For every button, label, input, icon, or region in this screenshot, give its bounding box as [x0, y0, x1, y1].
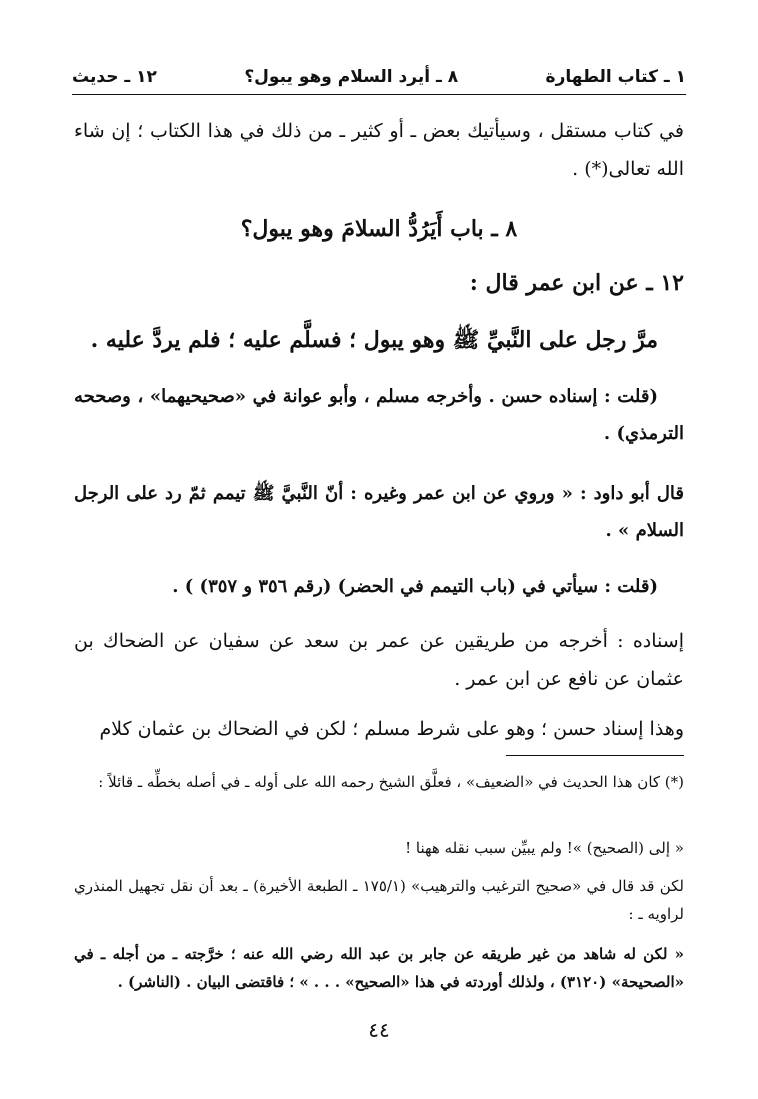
header-book-title: ١ ـ كتاب الطهارة	[545, 67, 686, 87]
footnote-paragraph-2: « إلى (الصحيح) »! ولم يبيِّن سبب نقله ههنا !	[405, 839, 684, 857]
footnote-paragraph-3: لكن قد قال في «صحيح الترغيب والترهيب» (١٧٥/١ ـ الطبعة الأخيرة) ـ بعد أن نقل تجهيل المنذري لراويه ـ :	[74, 877, 684, 923]
intro-paragraph: في كتاب مستقل ، وسيأتيك بعض ـ أو كثير ـ من ذلك في هذا الكتاب ؛ إن شاء الله تعالى(*) .	[74, 120, 684, 180]
page-number: ٤٤	[368, 1018, 390, 1042]
header-divider	[72, 94, 686, 95]
hadith-title: ١٢ ـ عن ابن عمر قال :	[469, 270, 684, 296]
author-note-2: (قلت : سيأتي في (باب التيمم في الحضر) (رقم ٣٥٦ و ٣٥٧) ) .	[172, 576, 658, 597]
header-hadith-number: ١٢ ـ حديث	[72, 67, 157, 87]
chapter-title: ٨ ـ باب أَيَرُدُّ السلامَ وهو يبول؟	[240, 216, 518, 242]
isnad-paragraph: إسناده : أخرجه من طريقين عن عمر بن سعد عن سفيان عن الضحاك بن عثمان عن نافع عن ابن عمر .	[74, 630, 684, 690]
footnote-divider	[506, 755, 684, 756]
author-note-1: (قلت : إسناده حسن . وأخرجه مسلم ، وأبو عوانة في «صحيحيهما» ، وصححه الترمذي) .	[74, 386, 684, 444]
hadith-text: مرَّ رجل على النَّبيِّ ﷺ وهو يبول ؛ فسلَّم عليه ؛ فلم يردَّ عليه .	[90, 327, 658, 353]
footnote-paragraph-1: (*) كان هذا الحديث في «الضعيف» ، فعلَّق الشيخ رحمه الله على أوله ـ في أصله بخطِّه ـ قائلاً :	[98, 773, 684, 791]
comment-paragraph: وهذا إسناد حسن ؛ وهو على شرط مسلم ؛ لكن في الضحاك بن عثمان كلام	[99, 718, 684, 740]
abu-dawud-quote: قال أبو داود : « وروي عن ابن عمر وغيره : أنّ النَّبيَّ ﷺ تيمم ثمّ رد على الرجل السلام » .	[74, 483, 684, 541]
header-chapter-title: ٨ ـ أيرد السلام وهو يبول؟	[244, 67, 459, 87]
footnote-paragraph-4: « لكن له شاهد من غير طريقه عن جابر بن عبد الله رضي الله عنه ؛ خرَّجته ـ من أجله ـ في «الصحيحة» (٣١٢٠) ، ولذلك أوردته في هذا «الصحيح» . . . » ؛ فاقتضى البيان . (الناشر) .	[74, 945, 684, 991]
running-header	[72, 62, 686, 92]
